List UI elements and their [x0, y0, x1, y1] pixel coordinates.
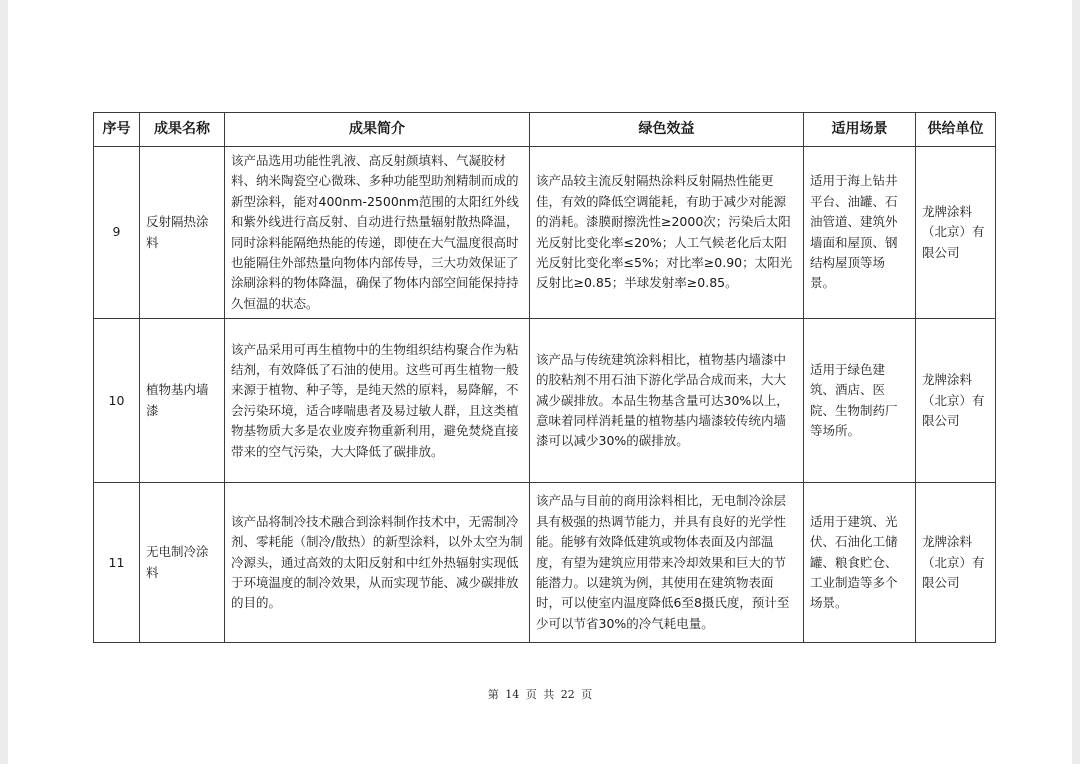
header-name: 成果名称	[140, 113, 225, 147]
cell-supplier: 龙牌涂料（北京）有限公司	[916, 319, 996, 483]
header-supplier: 供给单位	[916, 113, 996, 147]
header-seq: 序号	[94, 113, 140, 147]
header-green-benefit: 绿色效益	[530, 113, 804, 147]
cell-green-benefit: 该产品与传统建筑涂料相比，植物基内墙漆中的胶粘剂不用石油下游化学品合成而来，大大减少碳排放。本品生物基含量可达30%以上，意味着同样消耗量的植物基内墙漆较传统内墙漆可以减少30%的碳排放。	[530, 319, 804, 483]
table-header-row	[94, 113, 996, 147]
cell-scene: 适用于绿色建筑、酒店、医院、生物制药厂等场所。	[804, 319, 916, 483]
table-row	[94, 319, 996, 483]
cell-name: 植物基内墙漆	[140, 319, 225, 483]
achievements-table	[93, 112, 996, 643]
cell-name: 反射隔热涂料	[140, 147, 225, 319]
cell-seq: 9	[94, 147, 140, 319]
cell-intro: 该产品将制冷技术融合到涂料制作技术中，无需制冷剂、零耗能（制冷/散热）的新型涂料，以外太空为制冷源头，通过高效的太阳反射和中红外热辐射实现低于环境温度的制冷效果，从而实现节能、减少碳排放的目的。	[225, 483, 530, 643]
cell-green-benefit: 该产品较主流反射隔热涂料反射隔热性能更佳，有效的降低空调能耗，有助于减少对能源的消耗。漆膜耐擦洗性≥2000次；污染后太阳光反射比变化率≤20%；人工气候老化后太阳光反射比变化率≤5%；对比率≥0.90；太阳光反射比≥0.85；半球发射率≥0.85。	[530, 147, 804, 319]
table-row	[94, 483, 996, 643]
cell-intro: 该产品选用功能性乳液、高反射颜填料、气凝胶材料、纳米陶瓷空心微珠、多种功能型助剂精制而成的新型涂料，能对400nm-2500nm范围的太阳红外线和紫外线进行高反射、自动进行热量辐射散热降温，同时涂料能隔绝热能的传递，即使在大气温度很高时也能隔住外部热量向物体内部传导，三大功效保证了涂刷涂料的物体降温，确保了物体内部空间能保持持久恒温的状态。	[225, 147, 530, 319]
table-row	[94, 147, 996, 319]
cell-scene: 适用于海上钻井平台、油罐、石油管道、建筑外墙面和屋顶、钢结构屋顶等场景。	[804, 147, 916, 319]
cell-intro: 该产品采用可再生植物中的生物组织结构聚合作为粘结剂，有效降低了石油的使用。这些可再生植物一般来源于植物、种子等，是纯天然的原料，易降解，不会污染环境，适合哮喘患者及易过敏人群，且这类植物基物质大多是农业废弃物重新利用，避免焚烧直接带来的空气污染，大大降低了碳排放。	[225, 319, 530, 483]
cell-supplier: 龙牌涂料（北京）有限公司	[916, 147, 996, 319]
cell-scene: 适用于建筑、光伏、石油化工储罐、粮食贮仓、工业制造等多个场景。	[804, 483, 916, 643]
header-scene: 适用场景	[804, 113, 916, 147]
cell-seq: 10	[94, 319, 140, 483]
page-footer: 第 14 页 共 22 页	[487, 688, 593, 701]
cell-seq: 11	[94, 483, 140, 643]
cell-green-benefit: 该产品与目前的商用涂料相比，无电制冷涂层具有极强的热调节能力，并具有良好的光学性能。能够有效降低建筑或物体表面及内部温度，有望为建筑应用带来冷却效果和巨大的节能潜力。以建筑为例，其使用在建筑物表面时，可以使室内温度降低6至8摄氏度，预计至少可以节省30%的冷气耗电量。	[530, 483, 804, 643]
cell-supplier: 龙牌涂料（北京）有限公司	[916, 483, 996, 643]
header-intro: 成果简介	[225, 113, 530, 147]
document-page	[8, 0, 1072, 764]
cell-name: 无电制冷涂料	[140, 483, 225, 643]
